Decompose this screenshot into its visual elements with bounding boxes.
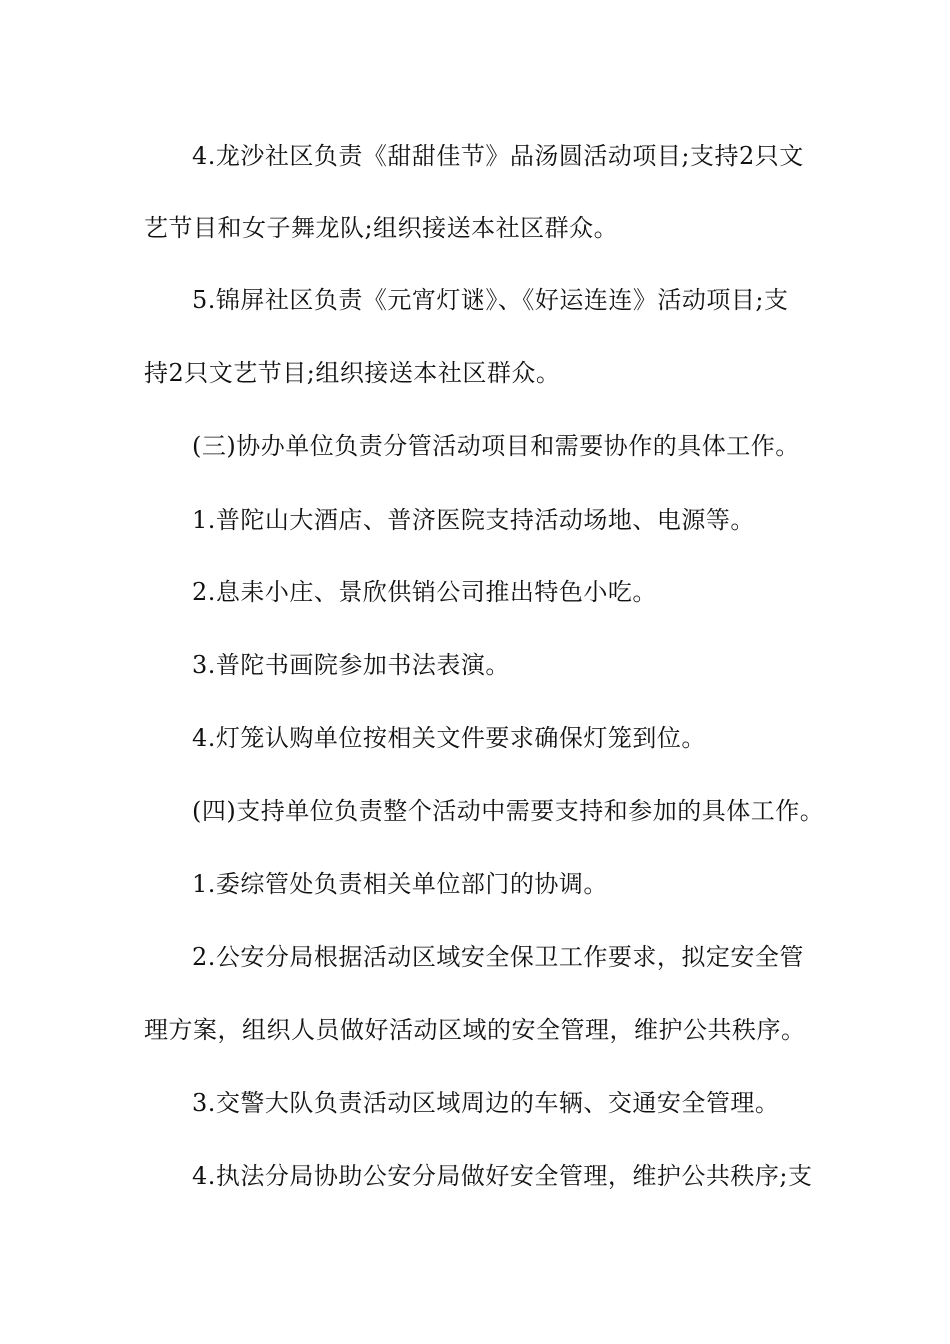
paragraph-line: 4.灯笼认购单位按相关文件要求确保灯笼到位。 [192,724,706,752]
paragraph-line: 理方案，组织人员做好活动区域的安全管理，维护公共秩序。 [144,1016,806,1044]
paragraph-line: 2.息耒小庄、景欣供销公司推出特色小吃。 [192,578,657,606]
paragraph-line: 4.龙沙社区负责《甜甜佳节》品汤圆活动项目;支持2只文 [192,142,804,170]
paragraph-line: 2.公安分局根据活动区域安全保卫工作要求，拟定安全管 [192,943,804,971]
paragraph-line: 4.执法分局协助公安分局做好安全管理，维护公共秩序;支 [192,1162,813,1190]
paragraph-line: 3.普陀书画院参加书法表演。 [192,651,510,679]
paragraph-line: 1.委综管处负责相关单位部门的协调。 [192,870,608,898]
section-heading: (四)支持单位负责整个活动中需要支持和参加的具体工作。 [192,797,825,825]
paragraph-line: 持2只文艺节目;组织接送本社区群众。 [144,359,561,387]
paragraph-line: 5.锦屏社区负责《元宵灯谜》、《好运连连》活动项目;支 [192,286,789,314]
paragraph-line: 3.交警大队负责活动区域周边的车辆、交通安全管理。 [192,1089,780,1117]
section-heading: (三)协办单位负责分管活动项目和需要协作的具体工作。 [192,432,800,460]
paragraph-line: 艺节目和女子舞龙队;组织接送本社区群众。 [144,214,619,242]
paragraph-line: 1.普陀山大酒店、普济医院支持活动场地、电源等。 [192,506,755,534]
